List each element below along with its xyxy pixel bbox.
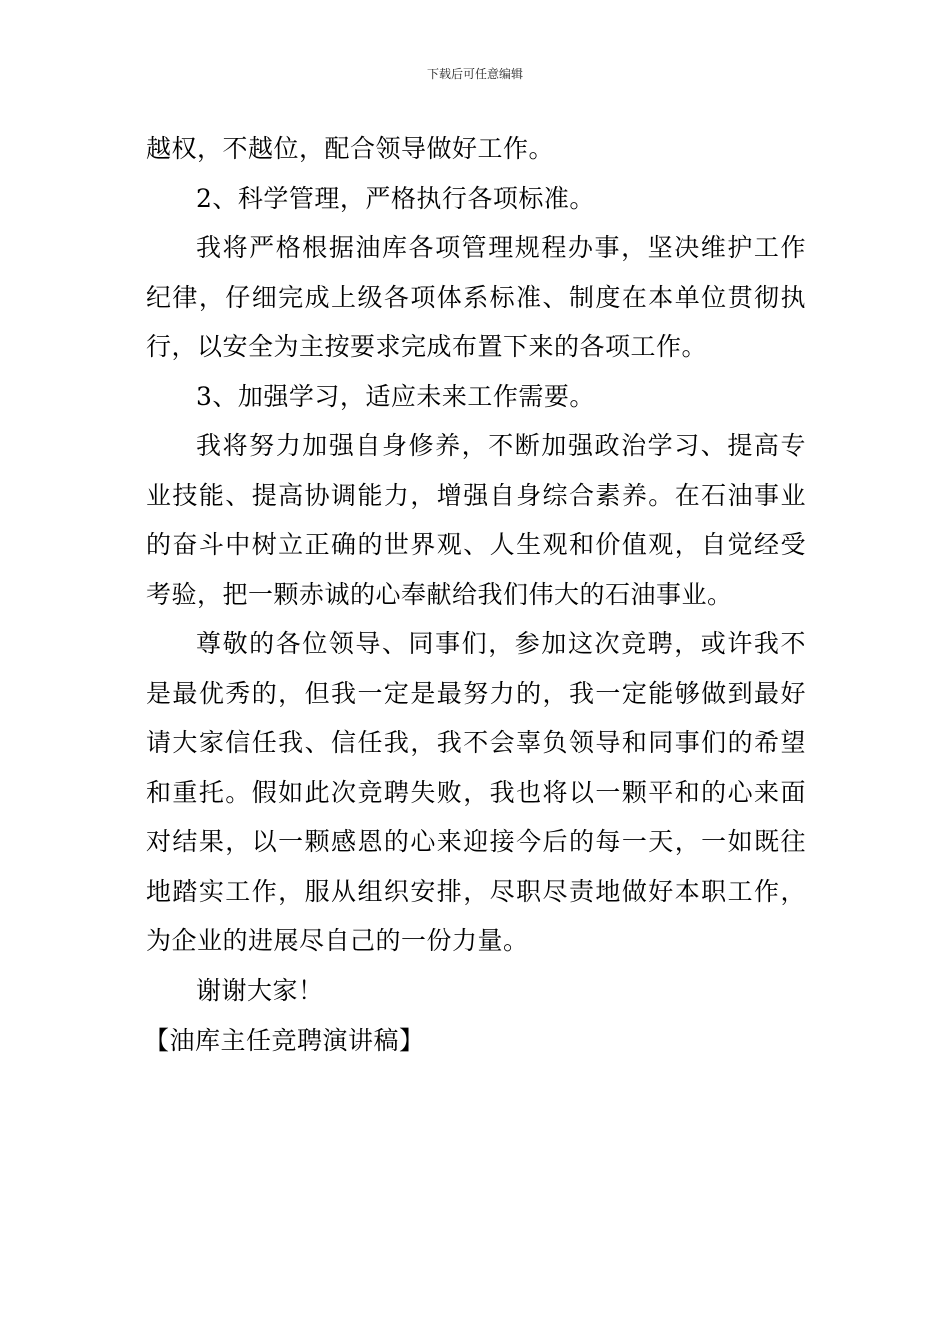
paragraph-heading-3: 3、加强学习，适应未来工作需要。 [196, 381, 595, 411]
paragraph-heading-2: 2、科学管理，严格执行各项标准。 [196, 183, 595, 213]
paragraph-management: 我将严格根据油库各项管理规程办事，坚决维护工作纪律，仔细完成上级各项体系标准、制度在本单位贯彻执行，以安全为主按要求完成布置下来的各项工作。 [146, 233, 806, 361]
paragraph-study: 我将努力加强自身修养，不断加强政治学习、提高专业技能、提高协调能力，增强自身综合素养。在石油事业的奋斗中树立正确的世界观、人生观和价值观，自觉经受考验，把一颗赤诚的心奉献给我们伟大的石油事业。 [146, 431, 806, 609]
page-header: 下载后可任意编辑 [426, 67, 523, 81]
document-title-tag: 【油库主任竞聘演讲稿】 [144, 1026, 425, 1055]
paragraph-thanks: 谢谢大家！ [196, 975, 324, 1005]
paragraph-continuation: 越权，不越位，配合领导做好工作。 [146, 134, 555, 163]
paragraph-closing: 尊敬的各位领导、同事们，参加这次竞聘，或许我不是最优秀的，但我一定是最努力的，我一定能够做到最好请大家信任我、信任我，我不会辜负领导和同事们的希望和重托。假如此次竞聘失败，我也将以一颗平和的心来面对结果，以一颗感恩的心来迎接今后的每一天，一如既往地踏实工作，服从组织安排，尽职尽责地做好本职工作，为企业的进展尽自己的一份力量。 [146, 629, 806, 955]
document-body [146, 124, 806, 1066]
